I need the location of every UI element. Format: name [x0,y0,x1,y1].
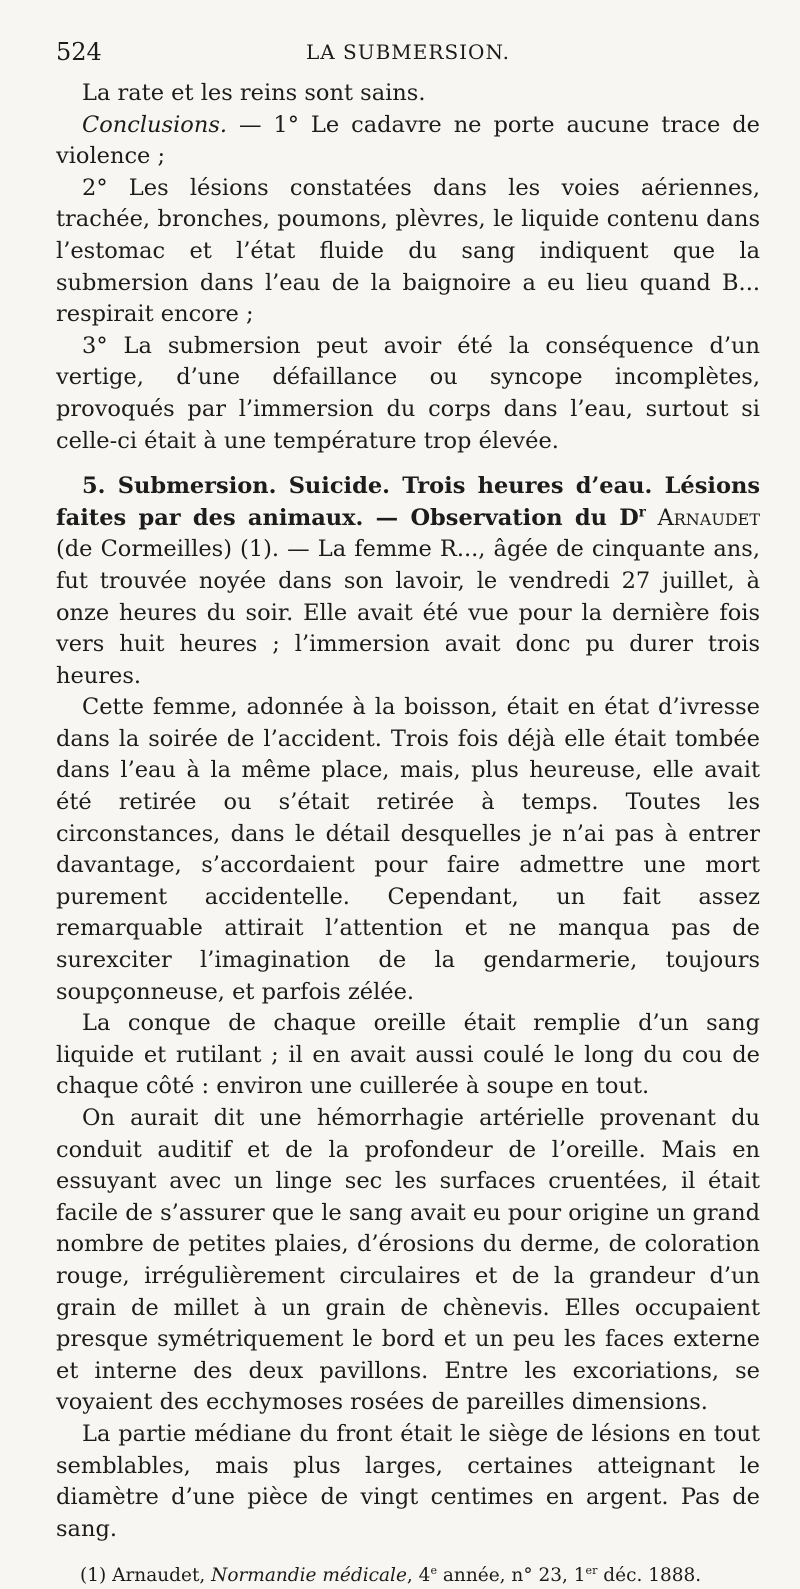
section-heading-tail: (de Cormeilles) (1). [56,536,280,563]
observation-text: — La femme R..., âgée de cinquante ans, fut trouvée noyée dans son lavoir, le vendredi 27 juillet, à onze heures du soir. Elle avait été vue pour la dernière fois vers huit heures ; l’immersion avait donc pu durer trois heures. [56,536,760,689]
section-gap [56,457,760,471]
author-name: Arnaudet [657,504,760,531]
paragraph-1: La rate et les reins sont sains. [82,80,426,106]
page-number: 524 [56,38,102,66]
footnote [56,1563,760,1589]
footnote-text-1: , 4 [406,1565,431,1587]
footnote-mark: (1) Arnaudet, [80,1565,212,1587]
section-heading-sup: r [638,504,646,521]
footnote-journal: Normandie médicale [211,1565,407,1587]
paragraph-conclusion-3: 3° La submersion peut avoir été la conséquence d’un vertige, d’une défaillance ou syncope incomplètes, provoqués par l’immersion du corps dans l’eau, surtout si celle-ci était à une température trop élevée. [56,332,760,454]
paragraph-8: On aurait dit une hémorrhagie artérielle provenant du conduit auditif et de la profondeur de l’oreille. Mais en essuyant avec un linge sec les surfaces cruentées, il était facile de s’assurer que le sang avait eu pour origine un grand nombre de petites plaies, d’érosions du derme, de coloration rouge, irrégulièrement circulaires et de la grandeur d’un grain de millet à un grain de chènevis. Elles occupaient presque symétriquement le bord et un peu les faces externe et interne des deux pavillons. Entre les excoriations, se voyaient des ecchymoses rosées de pareilles dimensions. [56,1105,760,1416]
paragraph-7: La conque de chaque oreille était remplie d’un sang liquide et rutilant ; il en avait aussi coulé le long du cou de chaque côté : environ une cuillerée à soupe en tout. [56,1010,760,1100]
conclusions-text: — 1° Le cadavre ne porte aucune trace de violence ; [56,111,760,170]
paragraph-conclusion-2: 2° Les lésions constatées dans les voies aériennes, trachée, bronches, poumons, plèvres, le liquide contenu dans l’estomac et l’état fluide du sang indiquent que la submersion dans l’eau de la baignoire a eu lieu quand B... respirait encore ; [56,174,760,328]
footnote-text-3: déc. 1888. [597,1565,702,1587]
paragraph-9: La partie médiane du front était le siège de lésions en tout semblables, mais plus larges, certaines atteignant le diamètre d’une pièce de vingt centimes en argent. Pas de sang. [56,1420,760,1542]
body-text [56,78,760,1589]
footnote-sup-1: e [430,1564,438,1578]
footnote-text-2: année, n° 23, 1 [437,1565,586,1587]
paragraph-observation-5 [56,471,760,692]
paragraph-6: Cette femme, adonnée à la boisson, était en état d’ivresse dans la soirée de l’accident. Trois fois déjà elle était tombée dans l’eau à la même place, mais, plus heureuse, elle avait été retirée ou s’était retirée à temps. Toutes les circonstances, dans le détail desquelles je n’ai pas à entrer davantage, s’accordaient pour faire admettre une mort purement accidentelle. Cependant, un fait assez remarquable attirait l’attention et ne manqua pas de surexciter l’imagination de la gendarmerie, toujours soupçonneuse, et parfois zélée. [56,694,760,1005]
paragraph-conclusions [56,110,760,173]
footnote-sup-2: er [585,1564,598,1578]
running-title: LA SUBMERSION. [305,40,511,64]
conclusions-label: Conclusions. [82,111,228,138]
section-heading-text: 5. Submersion. Suicide. Trois heures d’eau. Lésions faites par des animaux. — Observation du D [56,473,760,531]
section-heading [56,473,760,531]
running-head [56,38,760,78]
